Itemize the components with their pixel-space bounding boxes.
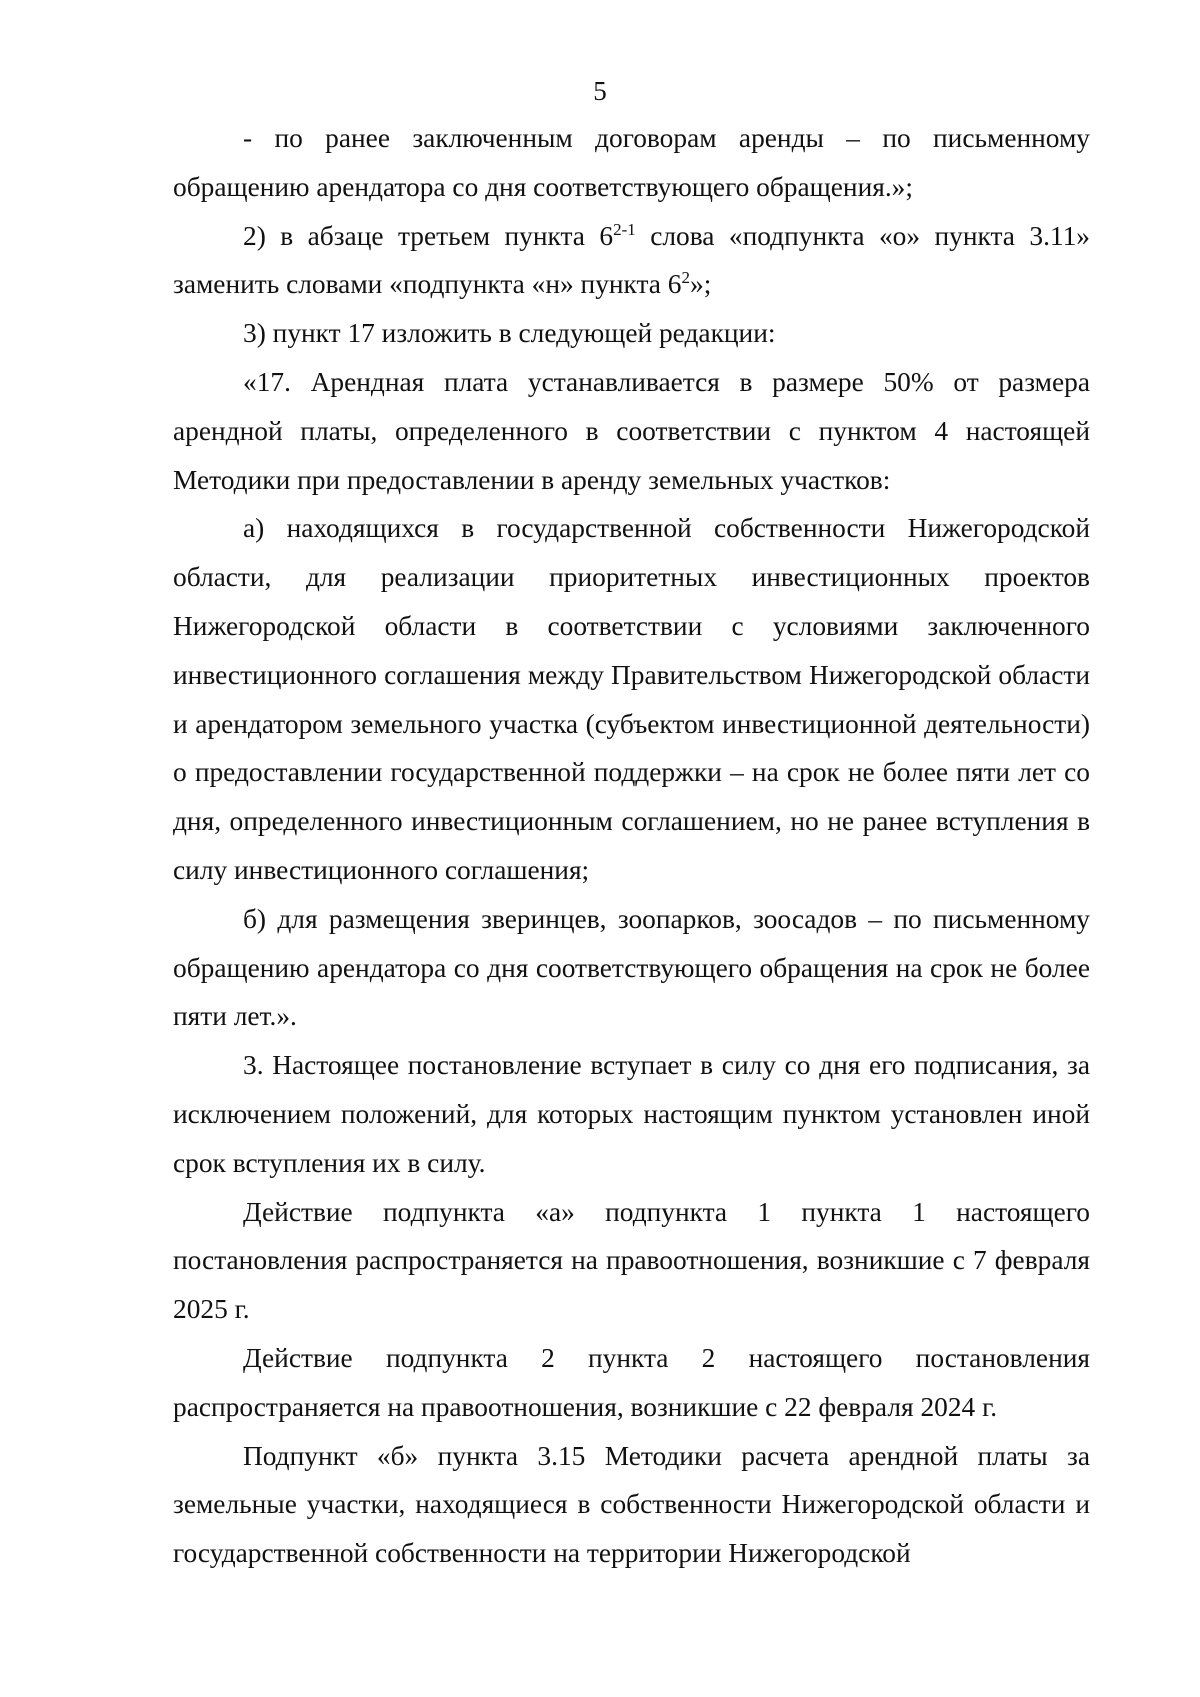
- paragraph-subpoint-b: [173, 895, 1090, 1041]
- paragraph-text: а) находящихся в государственной собственности Нижегородской области, для реализации приоритетных инвестиционных проектов Нижегородской области в соответствии с условиями заключенного инвестиционного соглашения между Правительством Нижегородской области и арендатором земельного участка (субъектом инвестиционной деятельности) о предоставлении государственной поддержки – на срок не более пяти лет со дня, определенного инвестиционным соглашением, но не ранее вступления в силу инвестиционного соглашения;: [173, 513, 1090, 885]
- paragraph-text: 2) в абзаце третьем пункта 6: [243, 220, 614, 251]
- superscript: 2: [681, 268, 691, 288]
- paragraph-point-17: [173, 358, 1090, 504]
- paragraph-text: Подпункт «б» пункта 3.15 Методики расчета арендной платы за земельные участки, находящиеся в собственности Нижегородской области и государственной собственности на территории Нижегородской: [173, 1440, 1090, 1569]
- paragraph-text: 3) пункт 17 изложить в следующей редакции:: [243, 318, 776, 349]
- paragraph-text: слова «подпункта «о» пункта 3.11» заменить словами «подпункта «н» пункта 6: [173, 220, 1090, 300]
- paragraph-text: Действие подпункта «а» подпункта 1 пункта 1 настоящего постановления распространяется на правоотношения, возникшие с 7 февраля 2025 г.: [173, 1196, 1090, 1325]
- superscript: 2-1: [613, 219, 636, 239]
- paragraph-lease-appeal: [173, 114, 1090, 212]
- paragraph-text: Действие подпункта 2 пункта 2 настоящего постановления распространяется на правоотношения, возникшие с 22 февраля 2024 г.: [173, 1342, 1090, 1422]
- paragraph-subpoint-a: [173, 504, 1090, 894]
- paragraph-text: «17. Арендная плата устанавливается в размере 50% от размера арендной платы, определенного в соответствии с пунктом 4 настоящей Методики при предоставлении в аренду земельных участков:: [173, 366, 1090, 495]
- paragraph-subpoint-3-15: [173, 1432, 1090, 1578]
- paragraph-text: 3. Настоящее постановление вступает в силу со дня его подписания, за исключением положений, для которых настоящим пунктом установлен иной срок вступления их в силу.: [173, 1050, 1090, 1178]
- paragraph-effect-2: [173, 1334, 1090, 1432]
- page-number: 5: [593, 76, 607, 106]
- paragraph-text: б) для размещения зверинцев, зоопарков, зоосадов – по письменному обращению арендатора со дня соответствующего обращения на срок не более пяти лет.».: [173, 903, 1090, 1032]
- paragraph-text: »;: [690, 269, 712, 300]
- paragraph-entry-into-force: [173, 1041, 1090, 1187]
- paragraph-amendment-3: [173, 309, 1090, 358]
- paragraph-amendment-2: [173, 212, 1090, 310]
- paragraph-effect-1: [173, 1188, 1090, 1334]
- paragraph-text: - по ранее заключенным договорам аренды – по письменному обращению арендатора со дня соответствующего обращения.»;: [173, 123, 1090, 202]
- document-body: [173, 114, 1090, 1578]
